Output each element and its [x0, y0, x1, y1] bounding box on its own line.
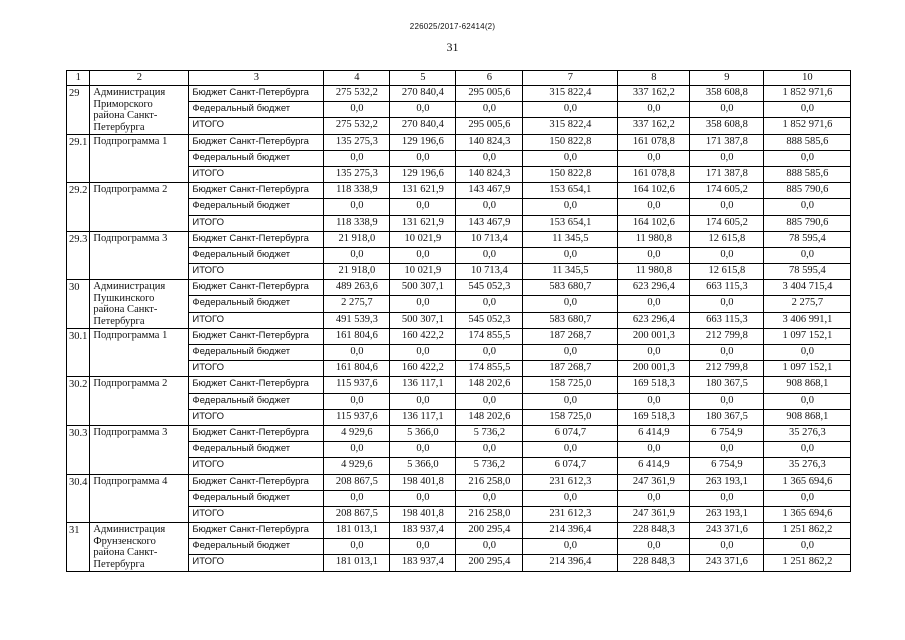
value-cell: 228 848,3 [618, 555, 690, 571]
value-cell: 140 824,3 [456, 134, 523, 150]
value-cell: 908 868,1 [764, 377, 851, 393]
value-cell: 0,0 [523, 296, 618, 312]
funding-source-cell: ИТОГО [189, 506, 324, 522]
row-number-cell: 30 [67, 280, 90, 329]
funding-source-cell: Бюджет Санкт-Петербурга [189, 231, 324, 247]
funding-source-cell: Федеральный бюджет [189, 442, 324, 458]
header-cell: 6 [456, 71, 523, 86]
value-cell: 0,0 [764, 150, 851, 166]
value-cell: 623 296,4 [618, 280, 690, 296]
value-cell: 5 366,0 [390, 425, 456, 441]
value-cell: 0,0 [764, 490, 851, 506]
value-cell: 214 396,4 [523, 555, 618, 571]
value-cell: 263 193,1 [690, 474, 764, 490]
value-cell: 0,0 [324, 247, 390, 263]
value-cell: 0,0 [456, 102, 523, 118]
value-cell: 12 615,8 [690, 231, 764, 247]
funding-source-cell: ИТОГО [189, 555, 324, 571]
funding-source-cell: Федеральный бюджет [189, 199, 324, 215]
value-cell: 0,0 [523, 442, 618, 458]
table-row [67, 86, 851, 102]
value-cell: 0,0 [390, 393, 456, 409]
program-name-cell: Подпрограмма 3 [90, 231, 189, 280]
value-cell: 35 276,3 [764, 425, 851, 441]
value-cell: 11 980,8 [618, 264, 690, 280]
value-cell: 0,0 [764, 247, 851, 263]
funding-source-cell: Бюджет Санкт-Петербурга [189, 328, 324, 344]
value-cell: 0,0 [456, 539, 523, 555]
value-cell: 174 855,5 [456, 361, 523, 377]
value-cell: 5 366,0 [390, 458, 456, 474]
value-cell: 0,0 [390, 199, 456, 215]
value-cell: 200 295,4 [456, 523, 523, 539]
value-cell: 0,0 [690, 345, 764, 361]
value-cell: 0,0 [618, 296, 690, 312]
value-cell: 169 518,3 [618, 409, 690, 425]
funding-source-cell: Федеральный бюджет [189, 247, 324, 263]
header-cell: 1 [67, 71, 90, 86]
value-cell: 885 790,6 [764, 215, 851, 231]
row-number-cell: 30.2 [67, 377, 90, 426]
value-cell: 160 422,2 [390, 361, 456, 377]
value-cell: 187 268,7 [523, 361, 618, 377]
value-cell: 0,0 [618, 393, 690, 409]
funding-source-cell: Федеральный бюджет [189, 102, 324, 118]
table-row [67, 328, 851, 344]
value-cell: 6 074,7 [523, 458, 618, 474]
value-cell: 0,0 [690, 490, 764, 506]
value-cell: 135 275,3 [324, 166, 390, 182]
value-cell: 153 654,1 [523, 215, 618, 231]
program-name-cell: Подпрограмма 1 [90, 134, 189, 183]
value-cell: 247 361,9 [618, 506, 690, 522]
header-row [67, 71, 851, 86]
value-cell: 0,0 [456, 490, 523, 506]
value-cell: 181 013,1 [324, 523, 390, 539]
value-cell: 10 021,9 [390, 264, 456, 280]
row-number-cell: 31 [67, 523, 90, 572]
funding-source-cell: Федеральный бюджет [189, 296, 324, 312]
value-cell: 231 612,3 [523, 506, 618, 522]
value-cell: 0,0 [456, 393, 523, 409]
funding-source-cell: Федеральный бюджет [189, 539, 324, 555]
value-cell: 164 102,6 [618, 215, 690, 231]
value-cell: 150 822,8 [523, 166, 618, 182]
value-cell: 0,0 [390, 296, 456, 312]
funding-source-cell: ИТОГО [189, 409, 324, 425]
funding-source-cell: ИТОГО [189, 361, 324, 377]
value-cell: 0,0 [618, 442, 690, 458]
value-cell: 174 605,2 [690, 183, 764, 199]
header-cell: 4 [324, 71, 390, 86]
value-cell: 0,0 [456, 199, 523, 215]
value-cell: 143 467,9 [456, 183, 523, 199]
value-cell: 0,0 [618, 490, 690, 506]
funding-source-cell: ИТОГО [189, 312, 324, 328]
value-cell: 136 117,1 [390, 377, 456, 393]
value-cell: 78 595,4 [764, 264, 851, 280]
program-name-cell: Подпрограмма 2 [90, 377, 189, 426]
value-cell: 0,0 [456, 150, 523, 166]
value-cell: 1 251 862,2 [764, 523, 851, 539]
value-cell: 0,0 [390, 442, 456, 458]
funding-source-cell: ИТОГО [189, 215, 324, 231]
value-cell: 583 680,7 [523, 280, 618, 296]
value-cell: 0,0 [618, 150, 690, 166]
value-cell: 0,0 [764, 442, 851, 458]
value-cell: 200 001,3 [618, 361, 690, 377]
header-cell: 10 [764, 71, 851, 86]
value-cell: 0,0 [456, 345, 523, 361]
value-cell: 161 804,6 [324, 361, 390, 377]
value-cell: 0,0 [456, 442, 523, 458]
value-cell: 0,0 [764, 199, 851, 215]
value-cell: 0,0 [764, 345, 851, 361]
value-cell: 161 078,8 [618, 166, 690, 182]
value-cell: 888 585,6 [764, 134, 851, 150]
value-cell: 136 117,1 [390, 409, 456, 425]
header-cell: 5 [390, 71, 456, 86]
value-cell: 0,0 [764, 393, 851, 409]
program-name-cell: Подпрограмма 2 [90, 183, 189, 232]
value-cell: 275 532,2 [324, 118, 390, 134]
value-cell: 212 799,8 [690, 361, 764, 377]
value-cell: 208 867,5 [324, 474, 390, 490]
value-cell: 337 162,2 [618, 86, 690, 102]
funding-source-cell: Бюджет Санкт-Петербурга [189, 474, 324, 490]
value-cell: 337 162,2 [618, 118, 690, 134]
value-cell: 0,0 [523, 393, 618, 409]
value-cell: 131 621,9 [390, 215, 456, 231]
value-cell: 6 414,9 [618, 425, 690, 441]
row-number-cell: 30.1 [67, 328, 90, 377]
value-cell: 545 052,3 [456, 312, 523, 328]
value-cell: 270 840,4 [390, 118, 456, 134]
value-cell: 183 937,4 [390, 555, 456, 571]
value-cell: 275 532,2 [324, 86, 390, 102]
value-cell: 187 268,7 [523, 328, 618, 344]
value-cell: 129 196,6 [390, 166, 456, 182]
funding-source-cell: ИТОГО [189, 118, 324, 134]
value-cell: 161 804,6 [324, 328, 390, 344]
value-cell: 0,0 [523, 199, 618, 215]
row-number-cell: 29.1 [67, 134, 90, 183]
document-id: 226025/2017-62414(2) [409, 22, 496, 31]
row-number-cell: 29 [67, 86, 90, 135]
value-cell: 0,0 [456, 296, 523, 312]
value-cell: 0,0 [618, 102, 690, 118]
table-body [67, 71, 851, 572]
table-row [67, 425, 851, 441]
value-cell: 6 754,9 [690, 458, 764, 474]
value-cell: 4 929,6 [324, 425, 390, 441]
value-cell: 500 307,1 [390, 280, 456, 296]
value-cell: 200 295,4 [456, 555, 523, 571]
value-cell: 1 365 694,6 [764, 474, 851, 490]
value-cell: 0,0 [618, 247, 690, 263]
value-cell: 0,0 [690, 102, 764, 118]
value-cell: 3 406 991,1 [764, 312, 851, 328]
value-cell: 174 605,2 [690, 215, 764, 231]
value-cell: 10 021,9 [390, 231, 456, 247]
value-cell: 663 115,3 [690, 312, 764, 328]
value-cell: 0,0 [764, 102, 851, 118]
funding-source-cell: Федеральный бюджет [189, 150, 324, 166]
value-cell: 0,0 [618, 199, 690, 215]
funding-source-cell: Бюджет Санкт-Петербурга [189, 183, 324, 199]
value-cell: 143 467,9 [456, 215, 523, 231]
value-cell: 358 608,8 [690, 86, 764, 102]
value-cell: 118 338,9 [324, 215, 390, 231]
value-cell: 0,0 [690, 199, 764, 215]
value-cell: 0,0 [390, 102, 456, 118]
program-name-cell: Подпрограмма 1 [90, 328, 189, 377]
table-row [67, 183, 851, 199]
value-cell: 583 680,7 [523, 312, 618, 328]
value-cell: 0,0 [523, 247, 618, 263]
value-cell: 0,0 [618, 345, 690, 361]
value-cell: 135 275,3 [324, 134, 390, 150]
value-cell: 6 414,9 [618, 458, 690, 474]
value-cell: 118 338,9 [324, 183, 390, 199]
value-cell: 1 365 694,6 [764, 506, 851, 522]
value-cell: 0,0 [390, 247, 456, 263]
value-cell: 0,0 [324, 539, 390, 555]
value-cell: 11 345,5 [523, 264, 618, 280]
value-cell: 0,0 [523, 102, 618, 118]
value-cell: 0,0 [690, 150, 764, 166]
table-row [67, 231, 851, 247]
value-cell: 0,0 [390, 150, 456, 166]
value-cell: 131 621,9 [390, 183, 456, 199]
value-cell: 263 193,1 [690, 506, 764, 522]
funding-source-cell: Бюджет Санкт-Петербурга [189, 425, 324, 441]
value-cell: 0,0 [690, 393, 764, 409]
value-cell: 888 585,6 [764, 166, 851, 182]
budget-table [66, 70, 851, 572]
program-name-cell: Администрация Фрунзенского района Санкт-Петербурга [90, 523, 189, 572]
value-cell: 0,0 [523, 150, 618, 166]
value-cell: 198 401,8 [390, 506, 456, 522]
page-number: 31 [446, 40, 459, 54]
value-cell: 181 013,1 [324, 555, 390, 571]
value-cell: 208 867,5 [324, 506, 390, 522]
table-row [67, 134, 851, 150]
value-cell: 315 822,4 [523, 118, 618, 134]
value-cell: 148 202,6 [456, 377, 523, 393]
value-cell: 0,0 [324, 345, 390, 361]
value-cell: 663 115,3 [690, 280, 764, 296]
program-name-cell: Подпрограмма 3 [90, 425, 189, 474]
value-cell: 5 736,2 [456, 458, 523, 474]
value-cell: 35 276,3 [764, 458, 851, 474]
value-cell: 0,0 [324, 102, 390, 118]
funding-source-cell: ИТОГО [189, 166, 324, 182]
value-cell: 180 367,5 [690, 377, 764, 393]
value-cell: 216 258,0 [456, 474, 523, 490]
value-cell: 129 196,6 [390, 134, 456, 150]
value-cell: 4 929,6 [324, 458, 390, 474]
value-cell: 0,0 [764, 539, 851, 555]
value-cell: 0,0 [324, 199, 390, 215]
value-cell: 358 608,8 [690, 118, 764, 134]
header-cell: 2 [90, 71, 189, 86]
value-cell: 171 387,8 [690, 166, 764, 182]
row-number-cell: 29.2 [67, 183, 90, 232]
row-number-cell: 29.3 [67, 231, 90, 280]
funding-source-cell: Бюджет Санкт-Петербурга [189, 280, 324, 296]
value-cell: 148 202,6 [456, 409, 523, 425]
value-cell: 0,0 [324, 150, 390, 166]
value-cell: 0,0 [618, 539, 690, 555]
value-cell: 489 263,6 [324, 280, 390, 296]
value-cell: 21 918,0 [324, 231, 390, 247]
value-cell: 0,0 [523, 539, 618, 555]
value-cell: 158 725,0 [523, 409, 618, 425]
row-number-cell: 30.3 [67, 425, 90, 474]
value-cell: 0,0 [390, 345, 456, 361]
value-cell: 0,0 [690, 539, 764, 555]
value-cell: 153 654,1 [523, 183, 618, 199]
value-cell: 247 361,9 [618, 474, 690, 490]
funding-source-cell: Бюджет Санкт-Петербурга [189, 377, 324, 393]
row-number-cell: 30.4 [67, 474, 90, 523]
value-cell: 243 371,6 [690, 523, 764, 539]
table-row [67, 523, 851, 539]
value-cell: 545 052,3 [456, 280, 523, 296]
value-cell: 164 102,6 [618, 183, 690, 199]
funding-source-cell: Федеральный бюджет [189, 393, 324, 409]
value-cell: 115 937,6 [324, 377, 390, 393]
table-row [67, 474, 851, 490]
value-cell: 158 725,0 [523, 377, 618, 393]
value-cell: 12 615,8 [690, 264, 764, 280]
value-cell: 1 852 971,6 [764, 118, 851, 134]
value-cell: 231 612,3 [523, 474, 618, 490]
value-cell: 1 097 152,1 [764, 328, 851, 344]
value-cell: 11 345,5 [523, 231, 618, 247]
header-cell: 7 [523, 71, 618, 86]
value-cell: 0,0 [324, 393, 390, 409]
value-cell: 243 371,6 [690, 555, 764, 571]
value-cell: 0,0 [690, 296, 764, 312]
value-cell: 78 595,4 [764, 231, 851, 247]
value-cell: 180 367,5 [690, 409, 764, 425]
value-cell: 623 296,4 [618, 312, 690, 328]
value-cell: 0,0 [390, 490, 456, 506]
funding-source-cell: Федеральный бюджет [189, 490, 324, 506]
value-cell: 183 937,4 [390, 523, 456, 539]
value-cell: 295 005,6 [456, 118, 523, 134]
funding-source-cell: Бюджет Санкт-Петербурга [189, 523, 324, 539]
value-cell: 0,0 [324, 442, 390, 458]
value-cell: 216 258,0 [456, 506, 523, 522]
value-cell: 11 980,8 [618, 231, 690, 247]
value-cell: 6 754,9 [690, 425, 764, 441]
funding-source-cell: ИТОГО [189, 458, 324, 474]
value-cell: 500 307,1 [390, 312, 456, 328]
header-cell: 3 [189, 71, 324, 86]
value-cell: 171 387,8 [690, 134, 764, 150]
value-cell: 198 401,8 [390, 474, 456, 490]
value-cell: 212 799,8 [690, 328, 764, 344]
value-cell: 3 404 715,4 [764, 280, 851, 296]
value-cell: 2 275,7 [764, 296, 851, 312]
value-cell: 6 074,7 [523, 425, 618, 441]
value-cell: 491 539,3 [324, 312, 390, 328]
value-cell: 169 518,3 [618, 377, 690, 393]
value-cell: 200 001,3 [618, 328, 690, 344]
value-cell: 1 251 862,2 [764, 555, 851, 571]
value-cell: 140 824,3 [456, 166, 523, 182]
value-cell: 315 822,4 [523, 86, 618, 102]
value-cell: 0,0 [456, 247, 523, 263]
header-cell: 8 [618, 71, 690, 86]
program-name-cell: Подпрограмма 4 [90, 474, 189, 523]
value-cell: 161 078,8 [618, 134, 690, 150]
value-cell: 0,0 [523, 345, 618, 361]
value-cell: 0,0 [324, 490, 390, 506]
value-cell: 2 275,7 [324, 296, 390, 312]
value-cell: 0,0 [523, 490, 618, 506]
table-row [67, 280, 851, 296]
value-cell: 160 422,2 [390, 328, 456, 344]
value-cell: 10 713,4 [456, 264, 523, 280]
value-cell: 115 937,6 [324, 409, 390, 425]
value-cell: 150 822,8 [523, 134, 618, 150]
value-cell: 0,0 [690, 442, 764, 458]
value-cell: 1 852 971,6 [764, 86, 851, 102]
funding-source-cell: Федеральный бюджет [189, 345, 324, 361]
value-cell: 0,0 [390, 539, 456, 555]
value-cell: 270 840,4 [390, 86, 456, 102]
value-cell: 228 848,3 [618, 523, 690, 539]
value-cell: 21 918,0 [324, 264, 390, 280]
table-row [67, 377, 851, 393]
value-cell: 908 868,1 [764, 409, 851, 425]
funding-source-cell: Бюджет Санкт-Петербурга [189, 134, 324, 150]
program-name-cell: Администрация Приморского района Санкт-Петербурга [90, 86, 189, 135]
value-cell: 5 736,2 [456, 425, 523, 441]
value-cell: 295 005,6 [456, 86, 523, 102]
value-cell: 0,0 [690, 247, 764, 263]
funding-source-cell: Бюджет Санкт-Петербурга [189, 86, 324, 102]
header-cell: 9 [690, 71, 764, 86]
value-cell: 174 855,5 [456, 328, 523, 344]
value-cell: 1 097 152,1 [764, 361, 851, 377]
funding-source-cell: ИТОГО [189, 264, 324, 280]
value-cell: 10 713,4 [456, 231, 523, 247]
program-name-cell: Администрация Пушкинского района Санкт-Петербурга [90, 280, 189, 329]
value-cell: 214 396,4 [523, 523, 618, 539]
value-cell: 885 790,6 [764, 183, 851, 199]
